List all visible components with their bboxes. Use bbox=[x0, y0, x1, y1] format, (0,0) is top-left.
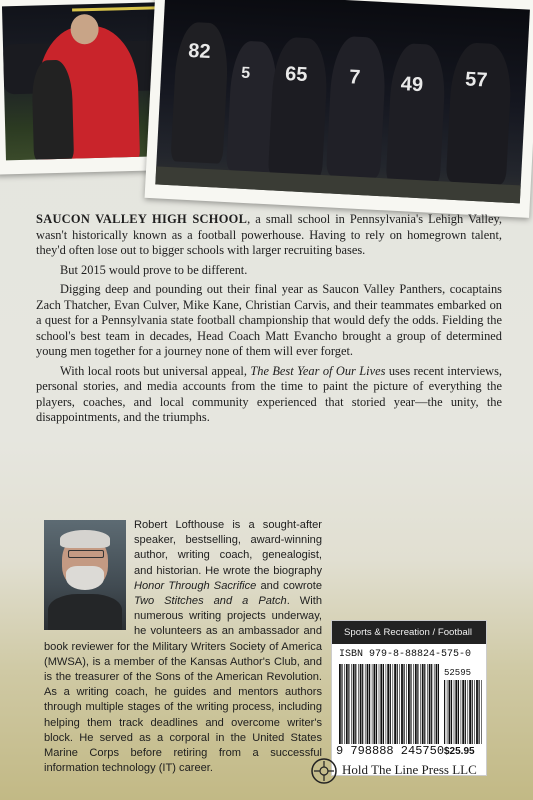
jersey-number: 5 bbox=[240, 64, 251, 83]
bio-text: and cowrote bbox=[256, 579, 322, 592]
book-title: Honor Through Sacrifice bbox=[134, 579, 257, 592]
jersey-number: 57 bbox=[464, 68, 488, 92]
book-description bbox=[36, 212, 502, 430]
publisher-name: Hold The Line Press LLC bbox=[342, 762, 477, 777]
school-name: SAUCON VALLEY HIGH SCHOOL bbox=[36, 212, 248, 226]
jersey-number: 65 bbox=[284, 62, 309, 87]
description-text: With local roots but universal appeal, bbox=[60, 363, 251, 378]
photo-team-image bbox=[155, 0, 530, 203]
author-bio bbox=[44, 518, 322, 776]
player-5 bbox=[386, 43, 447, 186]
description-paragraph-4 bbox=[36, 364, 502, 426]
barcode-bars bbox=[339, 664, 439, 744]
bio-text: . With numerous writing projects underway, he volunteers as an ambassador and book reviewer for the Military Writers Society of America (MWSA), is a member of the Kansas Author's Club, and is the treasurer of the Sons of the American Revolution. As a writing coach, he guides and mentors authors through multiple stages of the writing process, including helping them track deadlines and overcome writer's block. He served as a corporal in the United States Marine Corps before retiring from a successful information technology (IT) career. bbox=[44, 595, 322, 775]
bio-text: Robert Lofthouse is a sought-after speaker, bestselling, award-winning author, writing coach, genealogist, and historian. He wrote the biography bbox=[134, 519, 322, 577]
hugging-figure bbox=[31, 60, 74, 161]
jersey-number: 7 bbox=[348, 66, 361, 89]
price-label: $25.95 bbox=[444, 746, 475, 757]
description-paragraph-3: Digging deep and pounding out their final year as Saucon Valley Panthers, cocaptains Zach Thatcher, Evan Culver, Mike Kane, Christian Carvis, and their teammates embarked on a quest for a Pennsylvania state football championship that would defy the odds. Fielding the school's best team in decades, Head Coach Matt Evancho brought a group of determined young men together for a journey none of them will ever forget. bbox=[36, 282, 502, 358]
photo-team-celebration bbox=[145, 0, 533, 218]
category-label: Sports & Recreation / Football bbox=[332, 621, 486, 644]
description-text: , a small school in Pennsylvania's Lehigh Valley, wasn't historically known as a football powerhouse. Having to rely on homegrown talent, they'd often lose out to bigger schools with larger recruiting bases. bbox=[36, 212, 502, 257]
book-title: Two Stitches and a Patch bbox=[134, 595, 287, 608]
isbn-text: ISBN 979-8-88824-575-0 bbox=[339, 649, 472, 660]
book-title: The Best Year of Our Lives bbox=[250, 363, 386, 378]
description-paragraph-1 bbox=[36, 212, 502, 259]
player-4 bbox=[326, 35, 387, 178]
description-paragraph-2: But 2015 would prove to be different. bbox=[60, 262, 248, 277]
jersey-number: 82 bbox=[187, 39, 212, 64]
description-text: uses recent interviews, personal stories, and media accounts from the time to paint the picture of everything the players, coaches, and local community experienced that storied year—the unity, the disappointments, and the triumphs. bbox=[36, 363, 503, 424]
player-3 bbox=[268, 36, 329, 179]
barcode-digits: 9 798888 245750 bbox=[336, 744, 445, 758]
jersey-number: 49 bbox=[400, 73, 424, 97]
player-6 bbox=[446, 42, 513, 185]
publisher-logo-icon bbox=[310, 757, 338, 785]
price-code: 52595 bbox=[444, 668, 472, 678]
price-barcode-bars bbox=[444, 680, 482, 744]
